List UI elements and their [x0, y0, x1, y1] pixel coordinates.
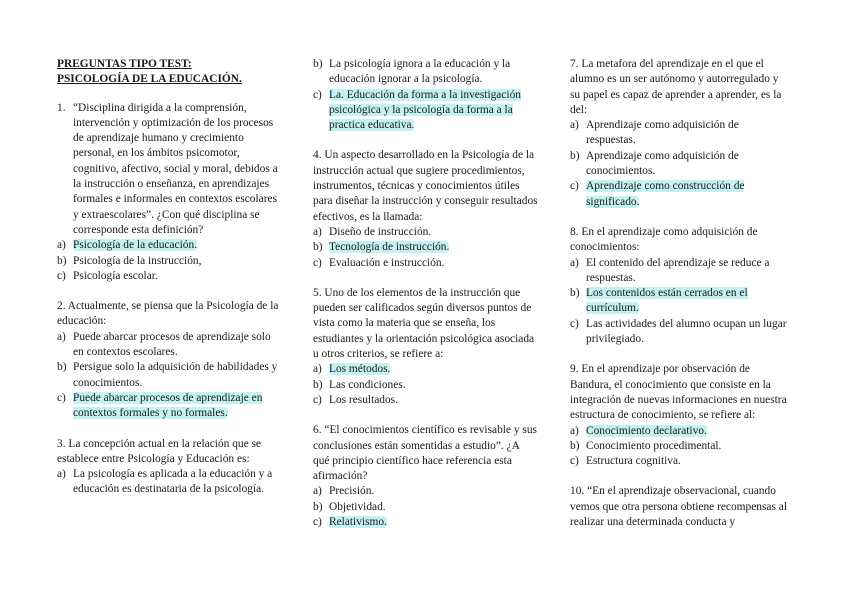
option-letter: c)	[313, 393, 322, 406]
option-letter: a)	[313, 363, 322, 376]
column-3	[570, 57, 790, 545]
option-letter: a)	[57, 239, 66, 252]
column-2	[313, 57, 538, 545]
answer-highlight: La. Educación da forma a la investigación psicológica y la psicología da forma a la practica educativa.	[329, 88, 521, 132]
question-7	[570, 57, 790, 210]
question-1-option-a	[57, 238, 281, 253]
option-text: Las condiciones.	[329, 378, 406, 391]
question-9-option-b	[570, 439, 790, 454]
question-3-option-c	[313, 88, 538, 134]
option-letter: c)	[570, 455, 579, 468]
question-1-option-c	[57, 269, 281, 284]
option-text: Diseño de instrucción.	[329, 225, 432, 238]
question-9	[570, 362, 790, 469]
question-8-text: 8. En el aprendizaje como adquisición de conocimientos:	[570, 225, 758, 254]
option-letter: a)	[57, 330, 66, 343]
question-1-text: “Disciplina dirigida a la comprensión, intervención y optimización de los procesos de aprendizaje humano y crecimiento personal, en los ámbitos psicomotor, cognitivo, afectivo, social y moral, debidos a la instrucción o enseñanza, en aprendizajes formales e informales en contextos escolares y extraescolares”. ¿Con qué disciplina se corresponde esta definición?	[73, 101, 278, 236]
question-10-text: 10. “En el aprendizaje observacional, cuando vemos que otra persona obtiene recompensas al realizar una determinada conducta y	[570, 485, 787, 529]
option-letter: c)	[313, 256, 322, 269]
question-3-continued	[313, 57, 538, 133]
answer-highlight: Tecnología de instrucción.	[329, 241, 450, 254]
option-text: La psicología ignora a la educación y la educación ignorar a la psicología.	[329, 58, 511, 86]
option-text: Las actividades del alumno ocupan un lugar privilegiado.	[586, 317, 787, 346]
question-5-option-b	[313, 378, 538, 393]
option-letter: a)	[313, 485, 322, 498]
option-text: Objetividad.	[329, 500, 386, 513]
question-10	[570, 484, 790, 530]
option-text: Precisión.	[329, 485, 375, 498]
option-text: Aprendizaje como adquisición de conocimientos.	[586, 149, 739, 178]
option-letter: b)	[313, 378, 323, 391]
question-2-option-c	[57, 391, 281, 422]
option-letter: b)	[313, 58, 323, 70]
question-4-option-c	[313, 256, 538, 271]
option-letter: c)	[313, 88, 322, 101]
option-letter: b)	[570, 287, 580, 300]
answer-highlight: Aprendizaje como construcción de significado.	[586, 180, 745, 208]
question-5-text: 5. Uno de los elementos de la instrucción que pueden ser calificados según diversos puntos de vista como la materia que se enseña, los estudiantes y la orientación psicológica asociada u otros criterios, se refiere a:	[313, 286, 535, 361]
question-7-options	[570, 118, 790, 210]
document-title	[57, 57, 281, 88]
question-6	[313, 423, 538, 530]
option-text: Aprendizaje como adquisición de respuestas.	[586, 119, 739, 147]
question-6-option-b	[313, 500, 538, 515]
option-text: Estructura cognitiva.	[586, 455, 681, 468]
option-letter: b)	[570, 439, 580, 452]
option-letter: a)	[570, 256, 579, 269]
option-text: Los resultados.	[329, 393, 398, 406]
option-text: Evaluación e instrucción.	[329, 256, 445, 269]
question-5-option-c	[313, 393, 538, 408]
question-4	[313, 148, 538, 270]
option-letter: a)	[570, 119, 579, 132]
option-text: Persigue solo la adquisición de habilidades y conocimientos.	[73, 361, 278, 389]
option-letter: c)	[570, 317, 579, 330]
question-8-option-a	[570, 256, 790, 287]
option-letter: b)	[570, 149, 580, 162]
option-text: Conocimiento procedimental.	[586, 439, 722, 452]
option-letter: c)	[57, 269, 66, 282]
option-letter: a)	[313, 225, 322, 238]
option-letter: b)	[313, 241, 323, 254]
option-text: Psicología de la instrucción,	[73, 254, 202, 267]
question-8	[570, 225, 790, 347]
question-7-text: 7. La metafora del aprendizaje en el que el alumno es un ser autónomo y autorregulado y su papel es capaz de aprender a aprender, es la del:	[570, 58, 782, 116]
option-letter: a)	[570, 424, 579, 437]
question-2-option-b	[57, 360, 281, 391]
option-letter: a)	[57, 468, 66, 481]
answer-highlight: Psicología de la educación.	[73, 239, 197, 252]
answer-highlight: Puede abarcar procesos de aprendizaje en contextos formales y no formales.	[73, 391, 263, 420]
answer-highlight: Los contenidos están cerrados en el currículum.	[586, 287, 748, 315]
option-letter: b)	[57, 254, 67, 267]
question-4-option-b	[313, 240, 538, 255]
question-4-options	[313, 225, 538, 271]
question-5-options	[313, 362, 538, 408]
column-1	[57, 57, 281, 513]
answer-highlight: Relativismo.	[329, 516, 387, 529]
title-line-2: PSICOLOGÍA DE LA EDUCACIÓN.	[57, 73, 242, 86]
question-5	[313, 286, 538, 408]
question-9-options	[570, 424, 790, 470]
option-letter: c)	[57, 391, 66, 404]
question-8-option-c	[570, 317, 790, 348]
question-3-text: 3. La concepción actual en la relación que se establece entre Psicología y Educación es:	[57, 437, 261, 465]
question-3-option-b	[313, 57, 538, 88]
question-2-text: 2. Actualmente, se piensa que la Psicología de la educación:	[57, 300, 279, 328]
option-text: Puede abarcar procesos de aprendizaje solo en contextos escolares.	[73, 330, 271, 359]
question-1-option-b	[57, 254, 281, 269]
question-1-number: 1.	[57, 101, 66, 114]
question-1-options	[57, 238, 281, 284]
question-7-option-b	[570, 149, 790, 180]
question-6-options	[313, 484, 538, 530]
question-1	[57, 101, 281, 285]
answer-highlight: Los métodos.	[329, 363, 391, 376]
question-6-option-a	[313, 484, 538, 499]
option-text: La psicología es aplicada a la educación y a educación es destinataria de la psicología.	[73, 468, 273, 496]
question-9-text: 9. En el aprendizaje por observación de Bandura, el conocimiento que consiste en la integración de nuevas informaciones en nuestra estructura de conocimiento, se refiere al:	[570, 363, 787, 422]
question-9-option-a	[570, 424, 790, 439]
question-2-option-a	[57, 330, 281, 361]
question-8-options	[570, 256, 790, 348]
question-4-option-a	[313, 225, 538, 240]
question-6-option-c	[313, 515, 538, 530]
question-3-option-a	[57, 467, 281, 498]
question-3-options	[57, 467, 281, 498]
question-3-options-continued	[313, 57, 538, 133]
title-line-1: PREGUNTAS TIPO TEST:	[57, 58, 192, 70]
question-7-option-a	[570, 118, 790, 149]
question-1-stem	[57, 101, 281, 239]
question-7-option-c	[570, 179, 790, 210]
answer-highlight: Conocimiento declarativo.	[586, 424, 707, 437]
option-text: El contenido del aprendizaje se reduce a respuestas.	[586, 256, 770, 284]
question-4-text: 4. Un aspecto desarrollado en la Psicología de la instrucción actual que sugiere procedimientos, instrumentos, técnicas y conocimientos útiles para diseñar la instrucción y conseguir resultados efectivos, es la llamada:	[313, 149, 538, 223]
option-letter: b)	[57, 361, 67, 374]
question-2	[57, 299, 281, 421]
question-9-option-c	[570, 454, 790, 469]
question-8-option-b	[570, 286, 790, 317]
option-letter: c)	[313, 516, 322, 529]
option-letter: b)	[313, 500, 323, 513]
question-5-option-a	[313, 362, 538, 377]
question-6-text: 6. “El conocimientos científico es revisable y sus conclusiones están somentidas a estudio”. ¿A qué principio científico hace referencia esta afirmación?	[313, 424, 537, 483]
option-letter: c)	[570, 180, 579, 193]
question-2-options	[57, 330, 281, 422]
option-text: Psicología escolar.	[73, 269, 158, 282]
question-3	[57, 437, 281, 498]
